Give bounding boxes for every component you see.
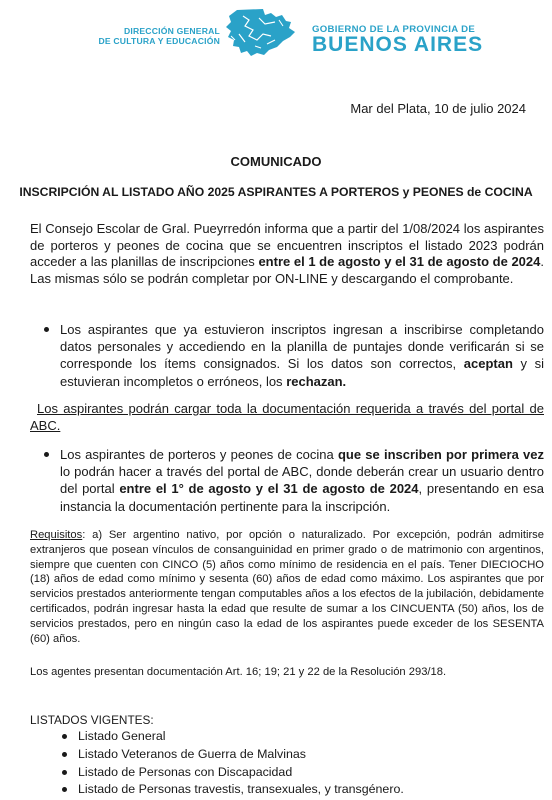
province-map-icon	[219, 6, 299, 58]
document-date: Mar del Plata, 10 de julio 2024	[350, 101, 526, 116]
requirements-paragraph: Requisitos: a) Ser argentino nativo, por opción o naturalizado. Por excepción, podrán admitirse extranjeros que posean vínculos de consanguinidad en primer grado o de matrimonio con argentinos, siempre que cuenten con CINCO (5) años como mínimo de residencia en el país. Tener DIECIOCHO (18) años de edad como mínimo y sesenta (60) años de edad como máximo. Los aspirantes que por servicios prestados anteriormente tengan computables años a los efectos de la jubilación, debidamente certificados, podrán ingresar hasta la edad que resulte de sumar a los CINCUENTA (50) años, los de servicios prestados, pero en ningún caso la edad de los aspirantes puede exceder de los SESENTA (60) años.	[30, 529, 544, 645]
document-subtitle: INSCRIPCIÓN AL LISTADO AÑO 2025 ASPIRANTES A PORTEROS y PEONES de COCINA	[19, 185, 533, 199]
list-item: Listado de Personas travestis, transexuales, y transgénero.	[60, 781, 404, 799]
bullet-new-applicants: Los aspirantes de porteros y peones de cocina que se inscriben por primera vez lo podrán hacer a través del portal de ABC, donde deberán crear un usuario dentro del portal entre el 1° de agosto y el 31 de agosto de 2024, presentando en esa instancia la documentación pertinente para la inscripción.	[60, 447, 545, 514]
intro-dates-bold: entre el 1 de agosto y el 31 de agosto de 2024	[258, 254, 541, 269]
list-item: Listado General	[60, 728, 404, 746]
requirements-label: Requisitos	[30, 529, 83, 541]
direccion-general-logo-text	[36, 26, 220, 46]
letterhead	[0, 0, 552, 60]
logo-line-2: DE CULTURA Y EDUCACIÓN	[98, 36, 220, 46]
list-item: Listado de Personas con Discapacidad	[60, 764, 404, 782]
logo-line-1: DIRECCIÓN GENERAL	[123, 26, 220, 36]
document-title: COMUNICADO	[230, 154, 322, 169]
agents-documentation-note: Los agentes presentan documentación Art. 16; 19; 21 y 22 de la Resolución 293/18.	[30, 666, 447, 678]
gobierno-logo-text	[312, 24, 483, 55]
listados-title: LISTADOS VIGENTES:	[30, 713, 154, 727]
gobierno-line: GOBIERNO DE LA PROVINCIA DE	[312, 24, 476, 35]
underlined-notice: Los aspirantes podrán cargar toda la documentación requerida a través del portal de ABC.	[30, 401, 544, 433]
buenos-aires-line: BUENOS AIRES	[312, 33, 484, 56]
bullet-existing-applicants: Los aspirantes que ya estuvieron inscriptos ingresan a inscribirse completando datos personales y accediendo en la planilla de puntajes donde verificarán si se corresponde los ítems consignados. Si los datos son correctos, aceptan y si estuvieran incompletos o erróneos, los rechazan.	[60, 322, 544, 389]
list-item: Listado Veteranos de Guerra de Malvinas	[60, 746, 404, 764]
listados-list	[60, 728, 404, 799]
intro-paragraph: El Consejo Escolar de Gral. Pueyrredón informa que a partir del 1/08/2024 los aspirantes de porteros y peones de cocina que se encuentren inscriptos el listado 2023 podrán acceder a las planillas de inscripciones entre el 1 de agosto y el 31 de agosto de 2024. Las mismas sólo se podrán completar por ON-LINE y descargando el comprobante.	[30, 221, 544, 286]
